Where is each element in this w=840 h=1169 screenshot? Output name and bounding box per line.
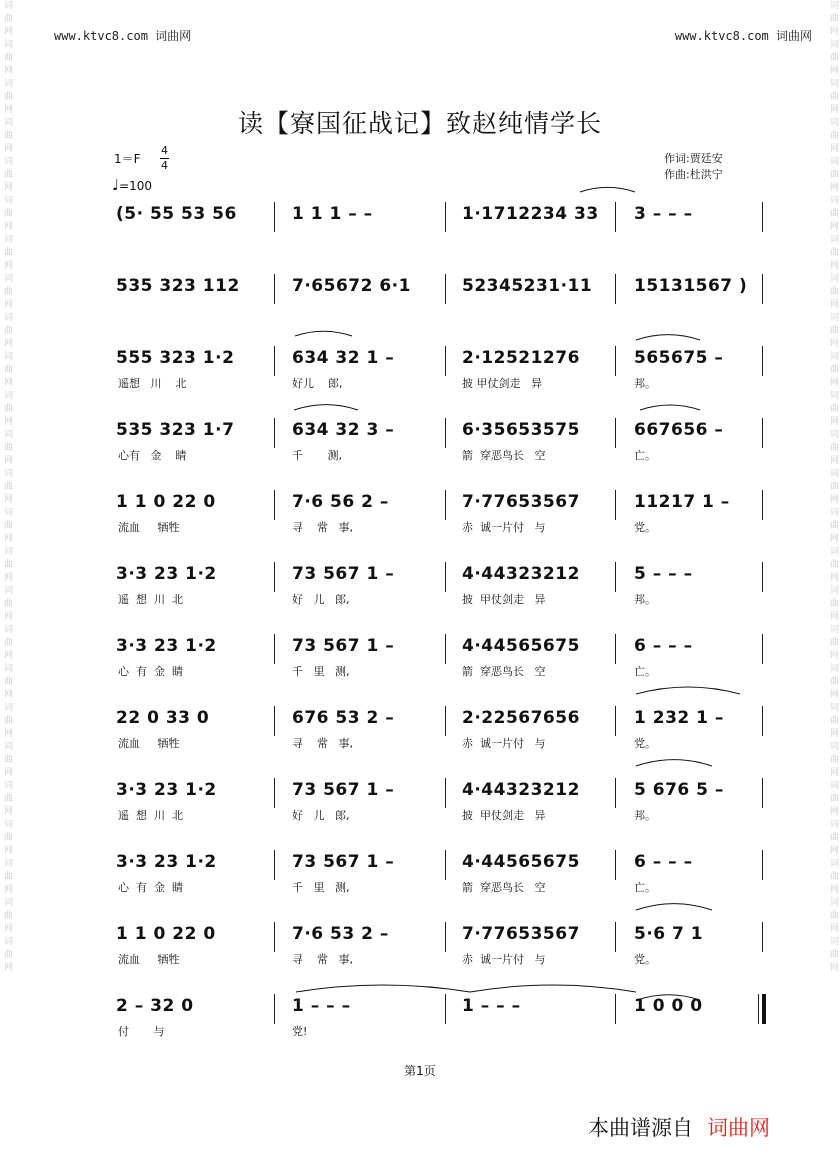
lyric-text: 好儿 郎, [292,377,343,390]
measure-notation: 7·77653567 [462,924,580,944]
slur-mark [295,331,352,336]
measure-notation: 11217 1 – [634,492,730,512]
lyric-text: 寻 常 事, [292,953,353,966]
key-label: 1＝F [114,152,141,166]
measure-notation: 6 – – – [634,852,693,872]
lyric-text: 箭 穿恶鸟长 空 [462,449,546,462]
measure-notation: 565675 – [634,348,724,368]
quarter-note-icon: ♩ [112,176,120,194]
measure-notation: 4·44323212 [462,780,580,800]
lyric-text: 心有 金 睛 [118,449,187,462]
time-denominator: 4 [161,159,168,172]
page-number: 第1页 [404,1064,436,1078]
slur-mark [296,985,470,992]
site-url-right[interactable]: www.ktvc8.com 词曲网 [674,29,812,43]
lyric-text: 流血 牺牲 [118,737,180,750]
slur-mark [636,760,712,766]
measure-notation: 5 – – – [634,564,693,584]
lyric-text: 箭 穿恶鸟长 空 [462,665,546,678]
measure-notation: 73 567 1 – [292,564,395,584]
measure-notation: 634 32 3 – [292,420,395,440]
slur-mark [470,985,636,992]
measure-notation: 73 567 1 – [292,636,395,656]
measure-notation: 634 32 1 – [292,348,395,368]
lyric-text: 付 与 [118,1025,165,1038]
lyric-text: 披 甲仗剑走 异 [462,809,546,822]
measure-notation: 73 567 1 – [292,780,395,800]
watermark-right: 词曲网词曲网词曲网词曲网词曲网词曲网词曲网词曲网词曲网词曲网词曲网词曲网词曲网词曲网词曲网词曲网词曲网词曲网词曲网词曲网词曲网词曲网词曲网词曲网词曲网 [828,0,838,975]
measure-notation: 4·44323212 [462,564,580,584]
slur-mark [636,687,740,694]
slur-mark [580,187,635,192]
measure-notation: 6·35653575 [462,420,580,440]
lyric-text: 赤 诚一片付 与 [462,737,546,750]
lyric-text: 遥想 川 北 [118,377,187,390]
measure-notation: 3·3 23 1·2 [116,852,217,872]
lyric-text: 心 有 金 睛 [118,665,183,678]
measure-notation: 1 – – – [292,996,351,1016]
measure-notation: 4·44565675 [462,852,580,872]
measure-notation: 7·65672 6·1 [292,276,411,296]
measure-notation: 73 567 1 – [292,852,395,872]
measure-notation: 1 232 1 – [634,708,724,728]
source-prefix: 本曲谱源自 [588,1116,693,1140]
lyric-text: 亡。 [634,881,656,894]
site-url-left[interactable]: www.ktvc8.com 词曲网 [54,29,192,43]
lyric-text: 心 有 金 睛 [118,881,183,894]
slur-mark [294,405,358,410]
time-numerator: 4 [161,144,168,157]
lyric-text: 千 测, [292,449,342,462]
slur-mark [637,995,700,1000]
measure-notation: 52345231·11 [462,276,593,296]
lyricist: 作词:贾廷安 [664,152,723,165]
watermark-left: 词曲网词曲网词曲网词曲网词曲网词曲网词曲网词曲网词曲网词曲网词曲网词曲网词曲网词曲网词曲网词曲网词曲网词曲网词曲网词曲网词曲网词曲网词曲网词曲网词曲网 [2,0,12,975]
lyric-text: 披 甲仗剑走 异 [462,593,546,606]
measure-notation: 7·77653567 [462,492,580,512]
lyric-text: 党。 [634,953,656,966]
measure-notation: 3·3 23 1·2 [116,636,217,656]
measure-notation: 3·3 23 1·2 [116,780,217,800]
lyric-text: 寻 常 事, [292,737,353,750]
measure-notation: 667656 – [634,420,724,440]
score-title: 读【寮国征战记】致赵纯情学长 [237,109,602,138]
source-brand[interactable]: 词曲网 [707,1116,770,1140]
slur-mark [636,335,700,340]
measure-notation: 3·3 23 1·2 [116,564,217,584]
lyric-text: 党。 [634,521,656,534]
lyric-text: 遥 想 川 北 [118,593,183,606]
measure-notation: 1 1 0 22 0 [116,924,216,944]
lyric-text: 箭 穿恶鸟长 空 [462,881,546,894]
measure-notation: 1 – – – [462,996,521,1016]
lyric-text: 好 儿 郎, [292,593,350,606]
measure-notation: 15131567 ) [634,276,748,296]
slur-mark [636,904,712,910]
composer: 作曲:杜洪宁 [664,168,723,181]
measure-notation: 2·22567656 [462,708,580,728]
measure-notation: 1·1712234 33 [462,204,599,224]
measure-notation: 4·44565675 [462,636,580,656]
measure-notation: 5 676 5 – [634,780,724,800]
lyric-text: 党! [292,1025,308,1038]
measure-notation: 2 – 32 0 [116,996,194,1016]
lyric-text: 赤 诚一片付 与 [462,953,546,966]
measure-notation: 22 0 33 0 [116,708,210,728]
measure-notation: 2·12521276 [462,348,580,368]
lyric-text: 党。 [634,737,656,750]
measure-notation: 1 1 1 – – [292,204,373,224]
lyric-text: 邦。 [634,377,656,390]
measure-notation: 5·6 7 1 [634,924,704,944]
measure-notation: 7·6 56 2 – [292,492,389,512]
measure-notation: 1 0 0 0 [634,996,703,1016]
slur-mark [640,405,700,410]
lyric-text: 邦。 [634,809,656,822]
measure-notation: 7·6 53 2 – [292,924,389,944]
lyric-text: 千 里 测, [292,881,350,894]
lyric-text: 千 里 测, [292,665,350,678]
tempo-value: =100 [119,179,153,193]
lyric-text: 寻 常 事, [292,521,353,534]
measure-notation: 676 53 2 – [292,708,395,728]
lyric-text: 遥 想 川 北 [118,809,183,822]
lyric-text: 亡。 [634,449,656,462]
measure-notation: 6 – – – [634,636,693,656]
source-credit [588,1112,770,1142]
measure-notation: 3 – – – [634,204,693,224]
lyric-text: 披 甲仗剑走 异 [462,377,542,390]
lyric-text: 好 儿 郎, [292,809,350,822]
lyric-text: 流血 牺牲 [118,953,180,966]
measure-notation: 535 323 1·7 [116,420,235,440]
lyric-text: 赤 诚一片付 与 [462,521,546,534]
lyric-text: 邦。 [634,593,656,606]
measure-notation: 535 323 112 [116,276,240,296]
measure-notation: 1 1 0 22 0 [116,492,216,512]
measure-notation: (5· 55 53 56 [116,204,237,224]
lyric-text: 流血 牺牲 [118,521,180,534]
lyric-text: 亡。 [634,665,656,678]
measure-notation: 555 323 1·2 [116,348,235,368]
